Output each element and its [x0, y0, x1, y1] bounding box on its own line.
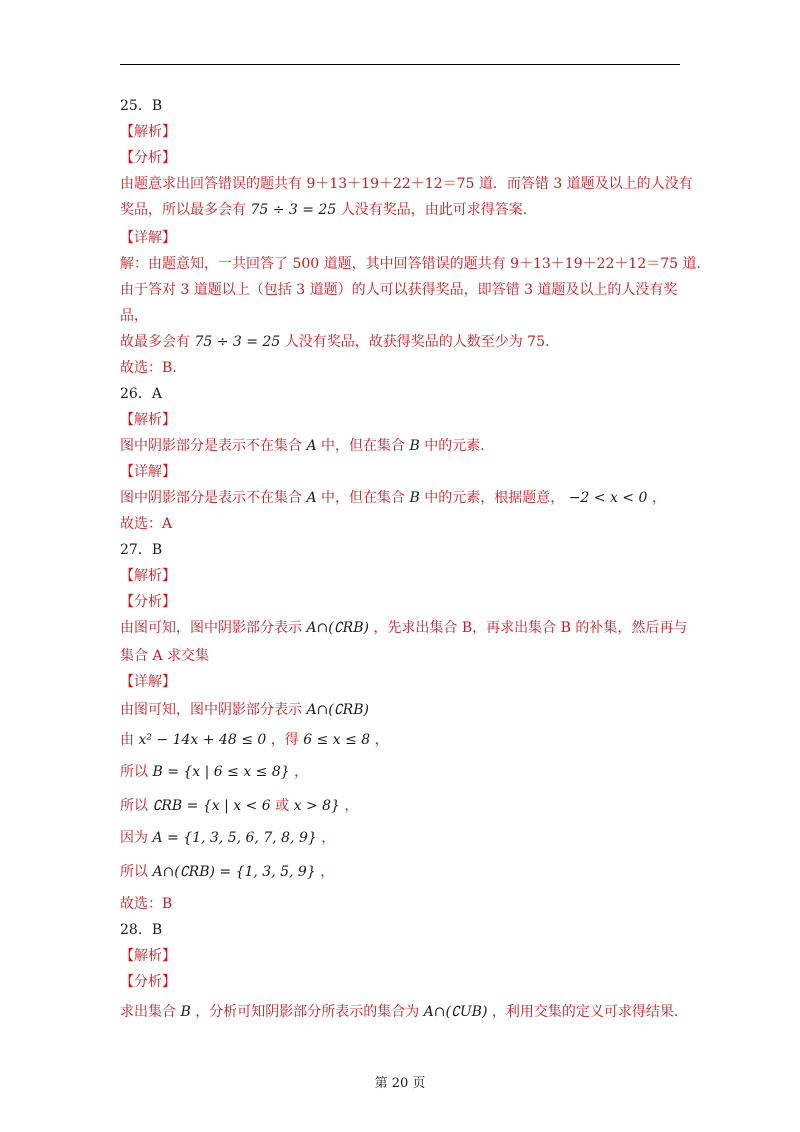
- q25-xiangjie-line4-math: 75 ÷ 3 = 25: [194, 334, 281, 350]
- q27-xiangjie-l1-math: A∩(∁RB): [306, 702, 369, 718]
- q25-xiangjie: 【详解】: [120, 230, 176, 246]
- q26-xiangjie: 【详解】: [120, 464, 176, 480]
- q27-xiangjie-line3: [120, 762, 308, 782]
- q26-xiangjie-line1: [120, 488, 666, 508]
- q25-xiangjie-line4-text-a: 故最多会有: [120, 334, 190, 350]
- q26-xiangjie-math-c: −2 < x < 0: [568, 490, 648, 506]
- q27-number: 27．B: [120, 542, 163, 558]
- q26-xiangjie-text-c: 中的元素，根据题意，: [424, 490, 565, 506]
- q26-jiexi-line1: [120, 436, 485, 456]
- q27-xiangjie-l6-math: A∩(∁RB) = {1, 3, 5, 9}: [152, 864, 316, 880]
- q27-xiangjie: 【详解】: [120, 674, 176, 690]
- q25-fenxi: 【分析】: [120, 150, 176, 166]
- q28-fenxi-line1: [120, 1002, 678, 1022]
- q28-jiexi: 【解析】: [120, 948, 176, 964]
- header-rule: [120, 64, 680, 65]
- q25-jiexi: 【解析】: [120, 124, 176, 140]
- q25-number: 25．B: [120, 98, 163, 114]
- q26-xiangjie-text-b: 中，但在集合: [321, 490, 406, 506]
- q27-xiangjie-l4-text-c: ，: [344, 798, 359, 814]
- q26-answer: 故选：A: [120, 516, 173, 532]
- q28-fenxi-text-c: ，利用交集的定义可求得结果.: [491, 1004, 679, 1020]
- q27-xiangjie-l2-math-a: x² − 14x + 48 ≤ 0: [138, 732, 267, 748]
- q26-xiangjie-text-d: ，: [651, 490, 666, 506]
- q26-jiexi-math-a: A: [306, 438, 317, 454]
- q27-xiangjie-l4-text-a: 所以: [120, 798, 148, 814]
- q26-jiexi-math-b: B: [409, 438, 420, 454]
- q27-xiangjie-l6-text-b: ，: [320, 864, 335, 880]
- q25-xiangjie-line3: 品，: [120, 308, 148, 324]
- q28-fenxi: 【分析】: [120, 974, 176, 990]
- q27-xiangjie-l2-text-a: 由: [120, 732, 134, 748]
- q27-answer: 故选：B: [120, 896, 173, 912]
- q26-jiexi: 【解析】: [120, 412, 176, 428]
- q27-xiangjie-l4-text-b: 或: [275, 798, 290, 814]
- q27-xiangjie-l1-text: 由图可知，图中阴影部分表示: [120, 702, 302, 718]
- q25-fenxi-line2-math: 75 ÷ 3 = 25: [250, 202, 337, 218]
- q26-jiexi-text-a: 图中阴影部分是表示不在集合: [120, 438, 302, 454]
- q25-fenxi-line2-text-b: 人没有奖品，由此可求得答案.: [340, 202, 528, 218]
- q27-xiangjie-line2: [120, 730, 389, 750]
- q27-xiangjie-line4: [120, 796, 358, 816]
- q25-fenxi-line2: [120, 200, 527, 220]
- q25-answer: 故选：B.: [120, 360, 177, 376]
- q27-xiangjie-l4-math-b: x > 8}: [293, 798, 340, 814]
- q27-xiangjie-l6-text-a: 所以: [120, 864, 148, 880]
- q25-xiangjie-line1: 解：由题意知，一共回答了 500 道题，其中回答错误的题共有 9＋13＋19＋22＋12＝75 道.: [120, 256, 701, 272]
- q28-fenxi-text-a: 求出集合: [120, 1004, 176, 1020]
- q27-xiangjie-l2-math-b: 6 ≤ x ≤ 8: [303, 732, 371, 748]
- q27-xiangjie-l5-math: A = {1, 3, 5, 6, 7, 8, 9}: [152, 830, 317, 846]
- q25-xiangjie-line4-text-b: 人没有奖品，故获得奖品的人数至少为 75.: [284, 334, 550, 350]
- q25-xiangjie-line4: [120, 332, 549, 352]
- q27-xiangjie-l5-text-b: ，: [321, 830, 336, 846]
- q27-xiangjie-l3-text-b: ，: [294, 764, 309, 780]
- q28-number: 28．B: [120, 922, 163, 938]
- q25-fenxi-line2-text-a: 奖品，所以最多会有: [120, 202, 246, 218]
- q27-xiangjie-line1: [120, 700, 369, 720]
- q25-xiangjie-line2: 由于答对 3 道题以上（包括 3 道题）的人可以获得奖品，即答错 3 道题及以上的人没有奖: [120, 282, 678, 298]
- q27-xiangjie-l2-text-b: ，得: [270, 732, 299, 748]
- q26-number: 26．A: [120, 386, 162, 402]
- q27-fenxi-line2: 集合 A 求交集: [120, 648, 210, 664]
- q27-xiangjie-line5: [120, 828, 335, 848]
- q26-jiexi-text-c: 中的元素.: [424, 438, 485, 454]
- q28-fenxi-text-b: ，分析可知阴影部分所表示的集合为: [195, 1004, 420, 1020]
- q27-xiangjie-l3-text-a: 所以: [120, 764, 148, 780]
- q26-xiangjie-math-a: A: [306, 490, 317, 506]
- q27-fenxi-text-b: ，先求出集合 B，再求出集合 B 的补集，然后再与: [373, 620, 688, 636]
- q27-xiangjie-line6: [120, 862, 334, 882]
- q27-xiangjie-l2-text-c: ，: [374, 732, 389, 748]
- q26-xiangjie-math-b: B: [409, 490, 420, 506]
- q25-fenxi-line1: 由题意求出回答错误的题共有 9＋13＋19＋22＋12＝75 道．而答错 3 道题及以上的人没有: [120, 176, 693, 192]
- q28-fenxi-math-a: B: [180, 1004, 191, 1020]
- q27-xiangjie-l5-text-a: 因为: [120, 830, 148, 846]
- page-footer: 第 20 页: [374, 1076, 426, 1091]
- q27-xiangjie-l4-math-a: ∁RB = {x | x < 6: [152, 798, 271, 814]
- q26-xiangjie-text-a: 图中阴影部分是表示不在集合: [120, 490, 302, 506]
- q27-fenxi-text-a: 由图可知，图中阴影部分表示: [120, 620, 302, 636]
- q27-fenxi-math: A∩(∁RB): [306, 620, 369, 636]
- q27-xiangjie-l3-math: B = {x | 6 ≤ x ≤ 8}: [152, 764, 290, 780]
- q27-fenxi: 【分析】: [120, 594, 176, 610]
- q26-jiexi-text-b: 中，但在集合: [321, 438, 406, 454]
- q28-fenxi-math-b: A∩(∁UB): [423, 1004, 488, 1020]
- q27-jiexi: 【解析】: [120, 568, 176, 584]
- q27-fenxi-line1: [120, 618, 687, 638]
